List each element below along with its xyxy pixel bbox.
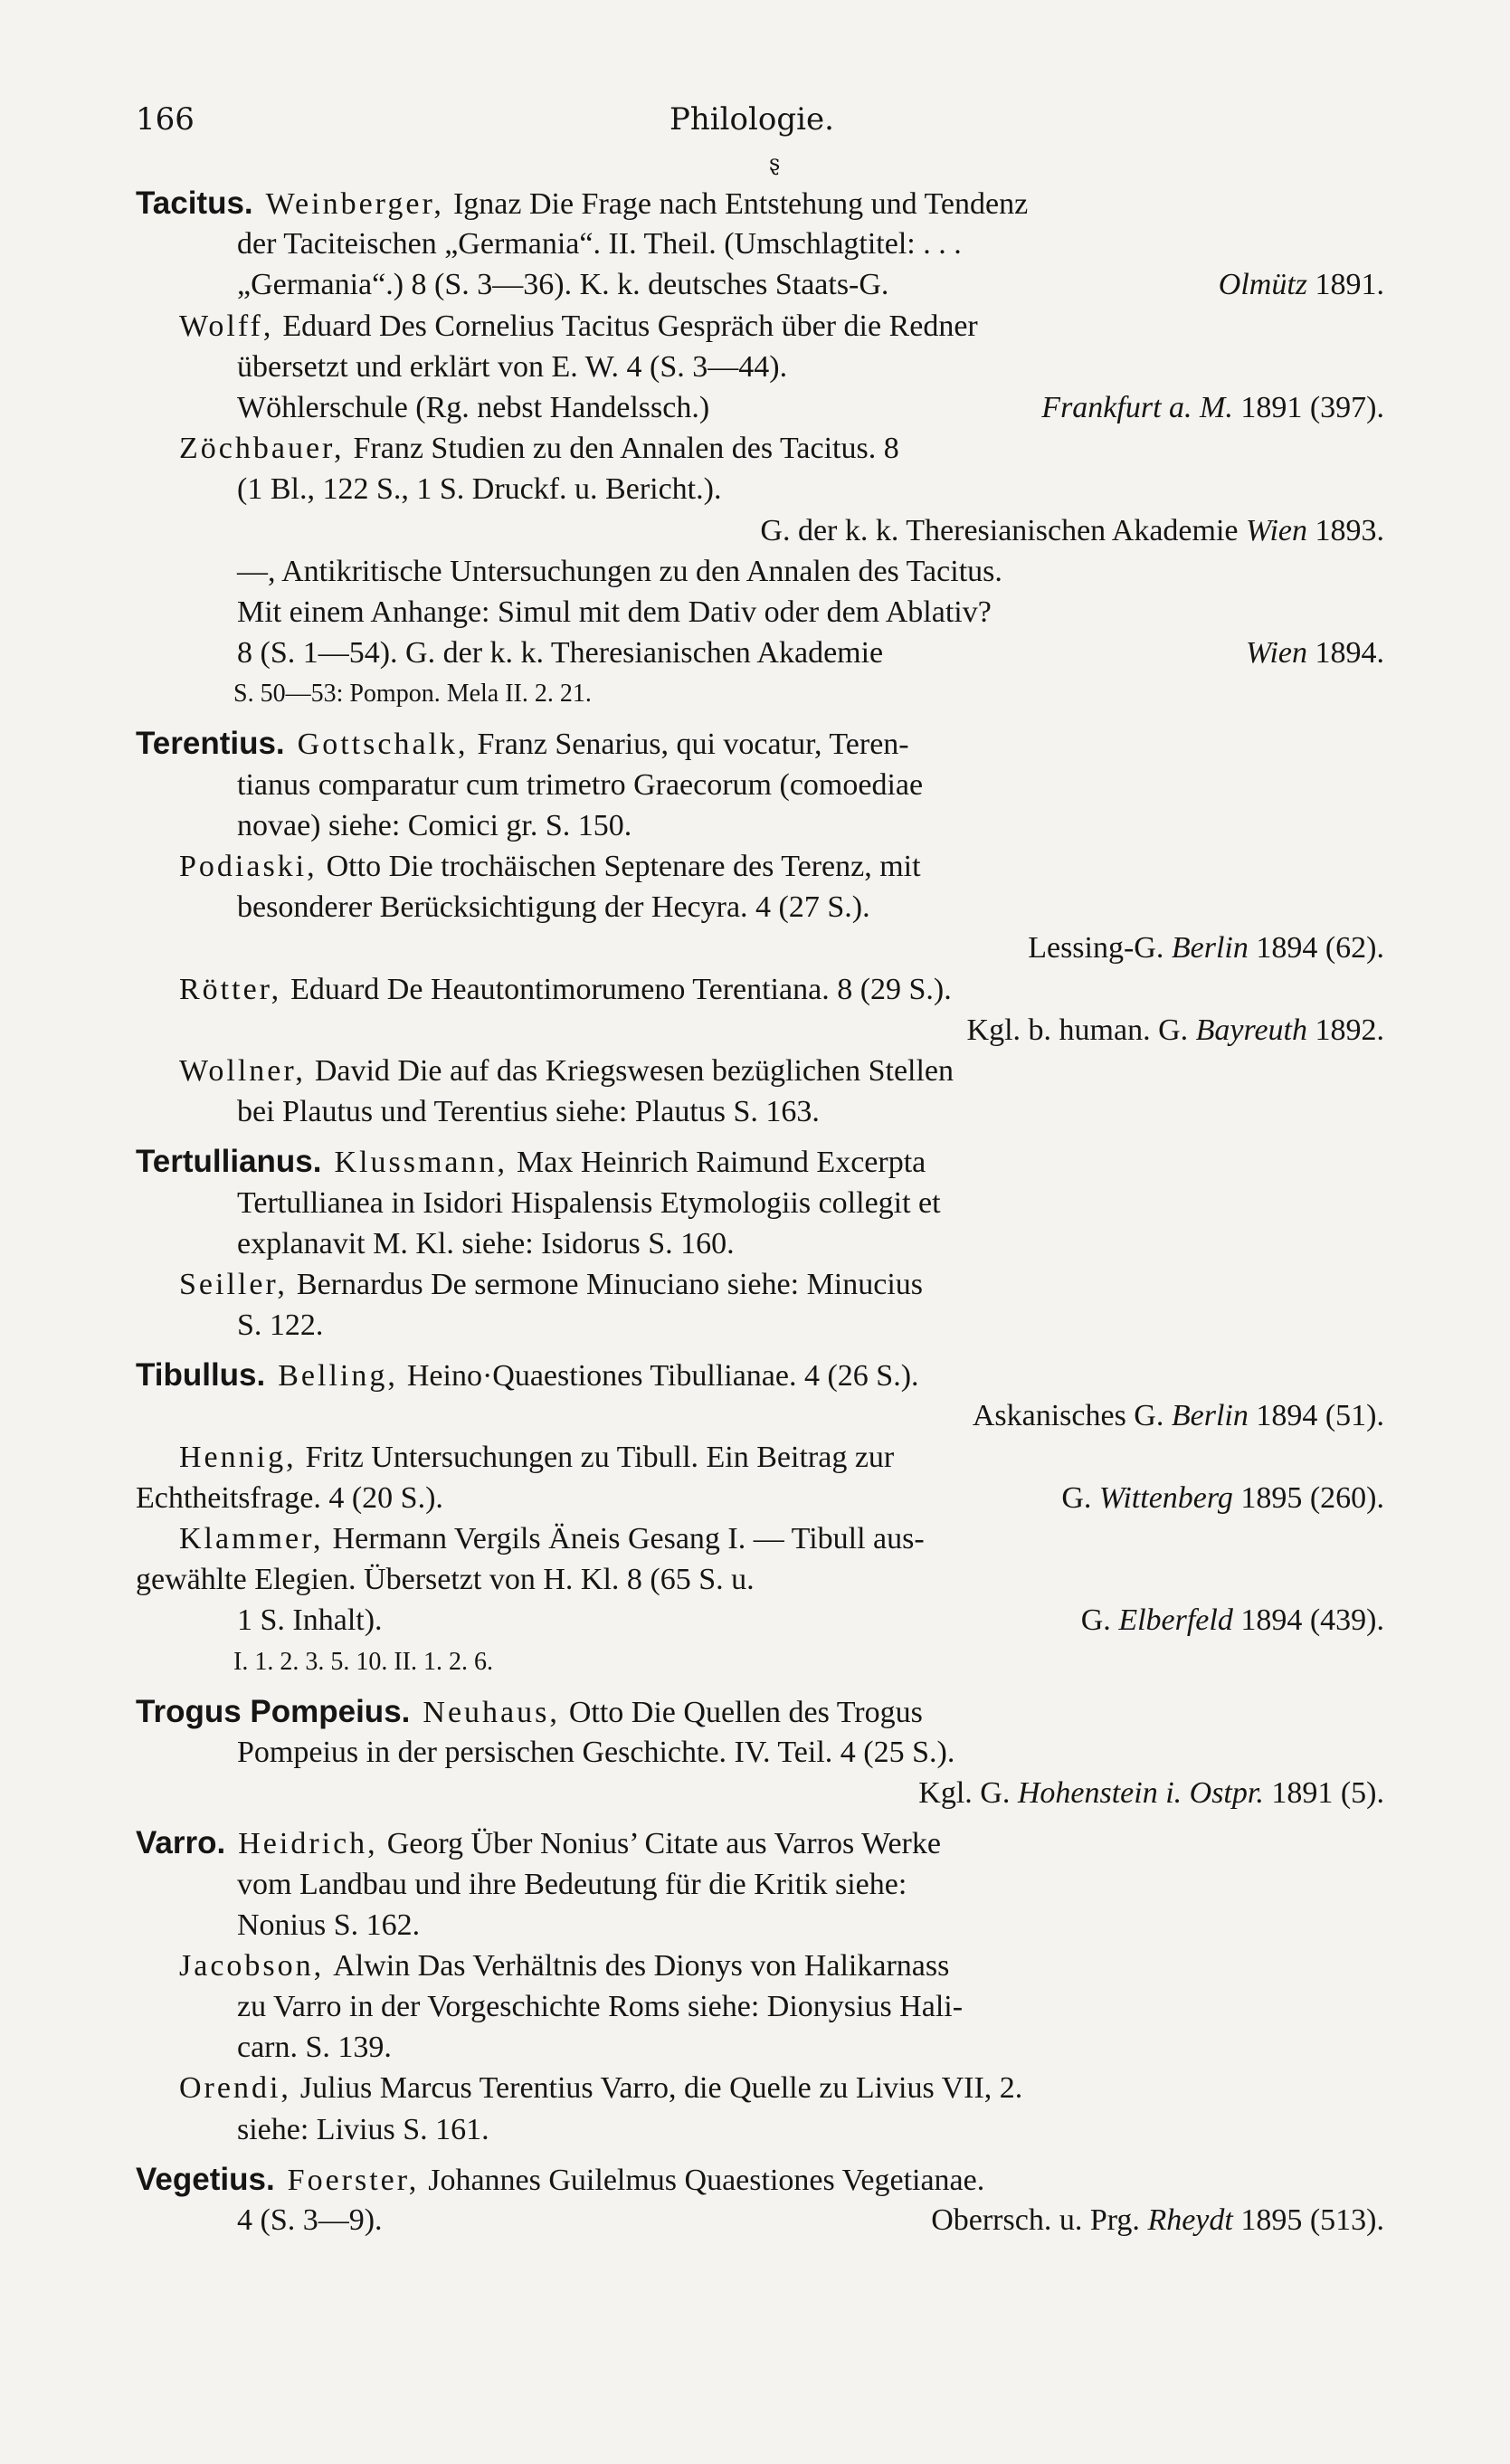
entry-line xyxy=(136,1395,1384,1436)
entry-line xyxy=(136,1223,1384,1264)
entry-line xyxy=(136,1691,1384,1732)
entry-line xyxy=(136,551,1384,592)
entry-line xyxy=(136,1864,1384,1905)
entry-text: S. 122. xyxy=(237,1308,324,1343)
author-heading: Varro. xyxy=(136,1825,226,1861)
entry-text: Bernardus De sermone Minuciano siehe: Minucius xyxy=(296,1267,924,1301)
entry-line xyxy=(136,846,1384,887)
place-name: Berlin xyxy=(1171,931,1249,966)
author-name: Gottschalk, xyxy=(297,728,469,762)
publication-info xyxy=(1041,387,1384,428)
entry-line xyxy=(136,469,1384,509)
entry-text: gewählte Elegien. Übersetzt von H. Kl. 8 (65 S. u. xyxy=(136,1563,755,1597)
entry-text: zu Varro in der Vorgeschichte Roms siehe: Dionysius Hali- xyxy=(237,1990,964,2024)
year: 1891 (397). xyxy=(1240,390,1384,424)
entry-text: I. 1. 2. 3. 5. 10. II. 1. 2. 6. xyxy=(233,1647,493,1676)
running-head xyxy=(136,101,1384,148)
entry-line xyxy=(136,1141,1384,1182)
entry-text: vom Landbau und ihre Bedeutung für die Kritik siehe: xyxy=(237,1867,907,1901)
entry-line xyxy=(136,224,1384,264)
entry-line xyxy=(136,428,1384,469)
publication-info xyxy=(760,510,1384,551)
entry-line xyxy=(136,2027,1384,2068)
entry-text: S. 50—53: Pompon. Mela II. 2. 21. xyxy=(233,680,592,709)
entry-line xyxy=(136,2109,1384,2150)
year: 1891. xyxy=(1315,268,1384,302)
entry-line xyxy=(136,1946,1384,1986)
entry-text: Otto Die Quellen des Trogus xyxy=(568,1695,923,1729)
entry-text: Heino·Quaestiones Tibullianae. 4 (26 S.). xyxy=(406,1359,919,1394)
entry-text: siehe: Livius S. 161. xyxy=(237,2112,489,2146)
entry-line xyxy=(136,592,1384,633)
entry-line xyxy=(136,1183,1384,1223)
author-name: Belling, xyxy=(278,1359,398,1394)
entry-text: bei Plautus und Terentius siehe: Plautus S. 163. xyxy=(237,1095,820,1129)
entry-text: Johannes Guilelmus Quaestiones Vegetianae. xyxy=(428,2163,985,2197)
entry-line xyxy=(136,1732,1384,1773)
entry-line xyxy=(136,347,1384,387)
year: 1891 (5). xyxy=(1271,1776,1384,1811)
place-name: Bayreuth xyxy=(1195,1013,1307,1047)
entry-line xyxy=(136,306,1384,347)
entry-text: Otto Die trochäischen Septenare des Terenz, mit xyxy=(326,850,921,883)
entry-text: Echtheitsfrage. 4 (20 S.). xyxy=(136,1480,443,1515)
publication-info xyxy=(1219,264,1384,305)
author-name: Weinberger, xyxy=(265,187,444,221)
entry-line xyxy=(136,1518,1384,1559)
entry-text: carn. S. 139. xyxy=(237,2031,392,2065)
entry-line xyxy=(136,673,1384,714)
entry-line xyxy=(136,1478,1384,1518)
entry-line xyxy=(136,387,1384,428)
author-name: Hennig, xyxy=(179,1440,297,1474)
place-name: Wien xyxy=(1246,513,1307,547)
entry-line xyxy=(136,633,1384,673)
entry-text: übersetzt und erklärt von E. W. 4 (S. 3—44). xyxy=(237,349,788,384)
year: 1893. xyxy=(1315,513,1384,547)
entry-text: „Germania“.) 8 (S. 3—36). K. k. deutsches Staats-G. xyxy=(237,268,889,302)
entry-line xyxy=(136,765,1384,805)
place-name: Berlin xyxy=(1171,1399,1249,1433)
author-name: Rötter, xyxy=(179,972,282,1006)
entry-line xyxy=(136,183,1384,224)
entry-line xyxy=(136,510,1384,551)
entry-text: Pompeius in der persischen Geschichte. IV. Teil. 4 (25 S.). xyxy=(237,1735,955,1769)
entry-line xyxy=(136,2200,1384,2240)
entry-line xyxy=(136,805,1384,846)
entry-text: tianus comparatur cum trimetro Graecorum (comoediae xyxy=(237,767,924,802)
author-name: Wollner, xyxy=(179,1053,306,1088)
author-heading: Tacitus. xyxy=(136,186,253,221)
entry-line xyxy=(136,1264,1384,1305)
institution: G. xyxy=(1080,1603,1111,1638)
author-heading: Tibullus. xyxy=(136,1357,266,1394)
entry-text: Ignaz Die Frage nach Entstehung und Tendenz xyxy=(452,187,1029,221)
entry-line xyxy=(136,2068,1384,2108)
entry-line xyxy=(136,1437,1384,1478)
author-heading: Terentius. xyxy=(136,726,285,762)
institution: Lessing-G. xyxy=(1028,931,1164,966)
entry-line xyxy=(136,2159,1384,2200)
author-name: Klammer, xyxy=(179,1522,324,1555)
author-name: Orendi, xyxy=(179,2071,291,2106)
year: 1895 (260). xyxy=(1240,1480,1384,1515)
entry-text: —, Antikritische Untersuchungen zu den Annalen des Tacitus. xyxy=(237,554,1002,588)
author-name: Klussmann, xyxy=(334,1146,508,1180)
publication-info xyxy=(1028,928,1384,968)
entry-text: 4 (S. 3—9). xyxy=(237,2203,383,2237)
author-heading: Vegetius. xyxy=(136,2161,275,2197)
author-heading: Trogus Pompeius. xyxy=(136,1693,411,1729)
entry-line xyxy=(136,1905,1384,1946)
entry-text: Max Heinrich Raimund Excerpta xyxy=(517,1146,926,1180)
entry-line xyxy=(136,1986,1384,2027)
entry-line xyxy=(136,723,1384,764)
entry-line xyxy=(136,1822,1384,1863)
place-name: Elberfeld xyxy=(1118,1603,1233,1638)
author-name: Wolff, xyxy=(179,309,274,343)
entry-line xyxy=(136,1051,1384,1091)
entry-text: explanavit M. Kl. siehe: Isidorus S. 160. xyxy=(237,1226,735,1261)
bibliography-entries xyxy=(136,174,1384,2240)
entry-line xyxy=(136,887,1384,928)
entry-text: Wöhlerschule (Rg. nebst Handelssch.) xyxy=(237,390,710,424)
year: 1894 (62). xyxy=(1256,931,1384,966)
entry-line xyxy=(136,969,1384,1010)
publication-info xyxy=(1061,1478,1384,1518)
entry-text: Alwin Das Verhältnis des Dionys von Halikarnass xyxy=(333,1948,950,1983)
entry-text: Nonius S. 162. xyxy=(237,1907,421,1942)
entry-line xyxy=(136,264,1384,305)
entry-line xyxy=(136,1010,1384,1051)
entry-text: 8 (S. 1—54). G. der k. k. Theresianischen Akademie xyxy=(237,636,884,671)
place-name: Frankfurt a. M. xyxy=(1041,390,1233,424)
entry-line xyxy=(136,1600,1384,1641)
section-title: Philologie. xyxy=(670,101,834,138)
entry-text: (1 Bl., 122 S., 1 S. Druckf. u. Bericht.). xyxy=(237,472,722,507)
entry-text: Fritz Untersuchungen zu Tibull. Ein Beitrag zur xyxy=(305,1440,895,1474)
entry-text: 1 S. Inhalt). xyxy=(237,1603,383,1638)
place-name: Hohenstein i. Ostpr. xyxy=(1017,1776,1264,1811)
entry-line xyxy=(136,1091,1384,1132)
publication-info xyxy=(1246,633,1384,673)
publication-info xyxy=(918,1773,1384,1813)
entry-text: Georg Über Nonius’ Citate aus Varros Werke xyxy=(386,1827,941,1861)
institution: Askanisches G. xyxy=(972,1399,1164,1433)
entry-text: Eduard De Heautontimorumeno Terentiana. 8 (29 S.). xyxy=(290,972,952,1006)
author-heading: Tertullianus. xyxy=(136,1144,322,1180)
entry-text: besonderer Berücksichtigung der Hecyra. 4 (27 S.). xyxy=(237,890,870,925)
page-number: 166 xyxy=(136,101,195,138)
author-name: Foerster, xyxy=(287,2163,420,2197)
publication-info xyxy=(1081,1600,1384,1641)
publication-info xyxy=(967,1010,1384,1051)
author-name: Podiaski, xyxy=(179,850,318,883)
year: 1892. xyxy=(1315,1013,1384,1047)
entry-line xyxy=(136,1641,1384,1682)
entry-text: Mit einem Anhange: Simul mit dem Dativ oder dem Ablativ? xyxy=(237,595,992,629)
entry-text: David Die auf das Kriegswesen bezüglichen Stellen xyxy=(314,1053,954,1088)
entry-text: Julius Marcus Terentius Varro, die Quelle zu Livius VII, 2. xyxy=(299,2071,1023,2106)
place-name: Rheydt xyxy=(1147,2203,1233,2237)
author-name: Zöchbauer, xyxy=(179,432,345,466)
entry-line xyxy=(136,1305,1384,1346)
place-name: Olmütz xyxy=(1218,268,1307,302)
place-name: Wittenberg xyxy=(1098,1480,1233,1515)
year: 1894 (51). xyxy=(1256,1399,1384,1433)
place-name: Wien xyxy=(1246,636,1307,671)
entry-text: Franz Senarius, qui vocatur, Teren- xyxy=(477,728,909,762)
entry-text: novae) siehe: Comici gr. S. 150. xyxy=(237,808,632,842)
author-name: Seiller, xyxy=(179,1267,288,1301)
publication-info xyxy=(931,2200,1384,2240)
entry-text: Eduard Des Cornelius Tacitus Gespräch über die Redner xyxy=(282,309,978,343)
entry-line xyxy=(136,1355,1384,1395)
institution: Kgl. G. xyxy=(918,1776,1011,1811)
entry-text: der Taciteischen „Germania“. II. Theil. (Umschlagtitel: . . . xyxy=(237,227,962,262)
entry-line xyxy=(136,928,1384,968)
institution: G. xyxy=(1061,1480,1092,1515)
margin-mark: ȿ xyxy=(769,150,781,176)
entry-text: Hermann Vergils Äneis Gesang I. — Tibull aus- xyxy=(332,1522,925,1555)
publication-info xyxy=(973,1395,1384,1436)
entry-text: Franz Studien zu den Annalen des Tacitus. 8 xyxy=(353,432,899,466)
year: 1894 (439). xyxy=(1240,1603,1384,1638)
entry-line xyxy=(136,1773,1384,1813)
entry-line xyxy=(136,1559,1384,1600)
year: 1894. xyxy=(1315,636,1384,671)
institution: G. der k. k. Theresianischen Akademie xyxy=(760,513,1239,547)
author-name: Heidrich, xyxy=(238,1827,378,1861)
institution: Oberrsch. u. Prg. xyxy=(931,2203,1140,2237)
author-name: Neuhaus, xyxy=(423,1695,560,1729)
entry-text: Tertullianea in Isidori Hispalensis Etymologiis collegit et xyxy=(237,1185,941,1220)
year: 1895 (513). xyxy=(1240,2203,1384,2237)
author-name: Jacobson, xyxy=(179,1948,325,1983)
institution: Kgl. b. human. G. xyxy=(966,1013,1189,1047)
